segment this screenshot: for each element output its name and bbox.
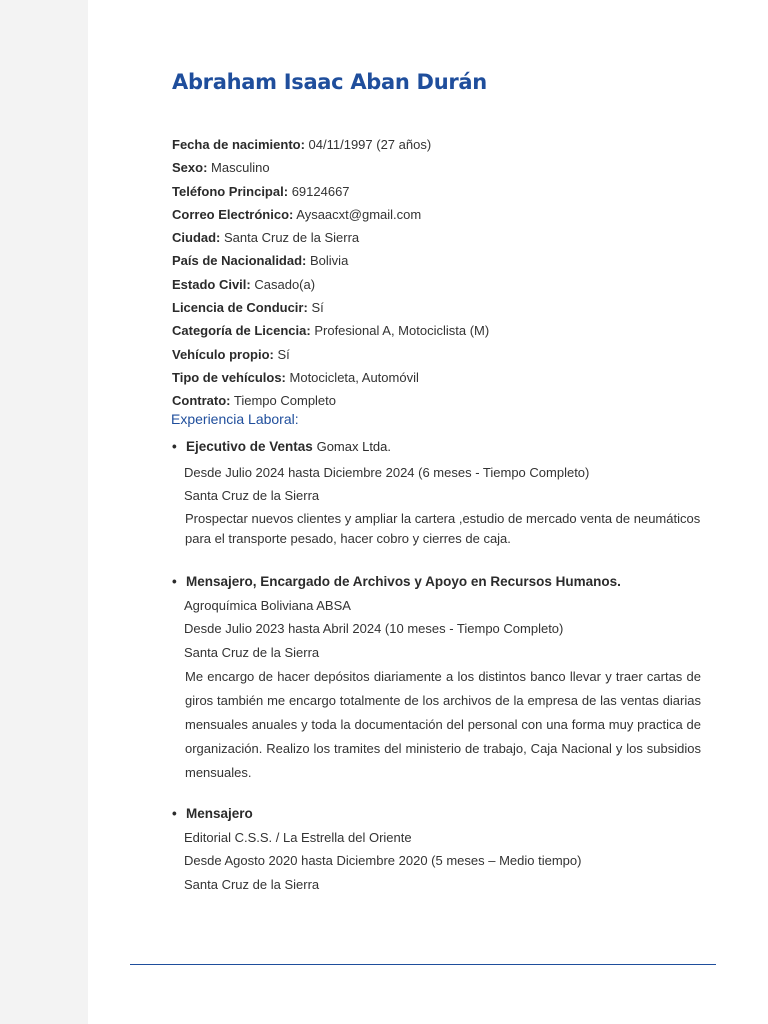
field-value: Motocicleta, Automóvil bbox=[289, 369, 419, 385]
field-driver-license bbox=[172, 296, 732, 319]
field-value: Casado(a) bbox=[254, 276, 316, 292]
field-sex bbox=[172, 156, 732, 179]
field-value: Aysaacxt@gmail.com bbox=[296, 206, 422, 222]
candidate-name: Abraham Isaac Aban Durán bbox=[172, 70, 487, 94]
job-title-line bbox=[172, 437, 732, 457]
bullet-icon: • bbox=[172, 806, 177, 821]
job-city: Santa Cruz de la Sierra bbox=[184, 876, 320, 892]
job-title: Mensajero bbox=[186, 806, 253, 821]
field-value: Bolivia bbox=[310, 253, 349, 269]
job-entry bbox=[172, 437, 732, 550]
field-label: Contrato: bbox=[172, 393, 231, 409]
field-label: Tipo de vehículos: bbox=[172, 369, 286, 385]
field-value: Profesional A, Motociclista (M) bbox=[314, 323, 490, 339]
bullet-icon: • bbox=[172, 574, 177, 589]
field-label: Sexo: bbox=[172, 160, 208, 176]
job-period: Desde Agosto 2020 hasta Diciembre 2020 (5 meses – Medio tiempo) bbox=[184, 853, 582, 869]
left-margin-strip bbox=[0, 0, 88, 1024]
field-value: Sí bbox=[311, 300, 324, 316]
field-value: Masculino bbox=[211, 160, 270, 176]
bullet-icon: • bbox=[172, 439, 177, 454]
job-entry bbox=[172, 572, 732, 785]
field-value: Santa Cruz de la Sierra bbox=[224, 230, 360, 246]
field-own-vehicle bbox=[172, 343, 732, 366]
job-company: Gomax Ltda. bbox=[316, 439, 392, 454]
field-email bbox=[172, 203, 732, 226]
job-period: Desde Julio 2023 hasta Abril 2024 (10 meses - Tiempo Completo) bbox=[184, 621, 564, 637]
job-city: Santa Cruz de la Sierra bbox=[184, 488, 320, 504]
job-description: Prospectar nuevos clientes y ampliar la cartera ,estudio de mercado venta de neumáticos para el transporte pesado, hacer cobro y cierres de caja. bbox=[185, 510, 701, 547]
job-description: Me encargo de hacer depósitos diariamente a los distintos banco llevar y traer cartas de giros también me encargo totalmente de los archivos de la empresa de las ventas diarias mensuales anuales y toda la documentación del personal con una forma muy practica de organización. Realizo los tramites del ministerio de trabajo, Caja Nacional y los subsidios mensuales. bbox=[185, 668, 701, 780]
field-label: Categoría de Licencia: bbox=[172, 323, 311, 339]
field-value: Sí bbox=[277, 346, 290, 362]
field-birthdate bbox=[172, 133, 732, 156]
field-label: Estado Civil: bbox=[172, 276, 251, 292]
field-value: 04/11/1997 (27 años) bbox=[304, 137, 432, 152]
field-phone bbox=[172, 180, 732, 203]
field-value: Tiempo Completo bbox=[233, 393, 337, 409]
job-title-line bbox=[172, 572, 732, 592]
job-period: Desde Julio 2024 hasta Diciembre 2024 (6 meses - Tiempo Completo) bbox=[184, 465, 590, 480]
job-title-line bbox=[172, 804, 732, 824]
field-marital-status bbox=[172, 273, 732, 296]
job-company: Editorial C.S.S. / La Estrella del Oriente bbox=[184, 830, 412, 845]
field-vehicle-types bbox=[172, 366, 732, 389]
personal-info bbox=[172, 133, 732, 413]
field-label: Fecha de nacimiento: bbox=[172, 137, 305, 152]
footer-divider bbox=[130, 964, 716, 965]
experience-heading: Experiencia Laboral: bbox=[171, 411, 299, 427]
job-city: Santa Cruz de la Sierra bbox=[184, 644, 320, 660]
job-title: Mensajero, Encargado de Archivos y Apoyo en Recursos Humanos. bbox=[186, 574, 621, 589]
field-label: Ciudad: bbox=[172, 230, 221, 246]
field-label: País de Nacionalidad: bbox=[172, 253, 307, 269]
field-label: Licencia de Conducir: bbox=[172, 300, 308, 316]
field-label: Correo Electrónico: bbox=[172, 206, 294, 222]
field-label: Teléfono Principal: bbox=[172, 183, 289, 199]
field-label: Vehículo propio: bbox=[172, 346, 274, 362]
field-contract bbox=[172, 389, 732, 412]
resume-page bbox=[88, 0, 768, 1024]
field-nationality bbox=[172, 249, 732, 272]
field-city bbox=[172, 226, 732, 249]
job-entry bbox=[172, 804, 732, 896]
field-license-category bbox=[172, 319, 732, 342]
field-value: 69124667 bbox=[291, 183, 350, 199]
job-company: Agroquímica Boliviana ABSA bbox=[184, 598, 351, 613]
job-title: Ejecutivo de Ventas bbox=[186, 439, 313, 454]
